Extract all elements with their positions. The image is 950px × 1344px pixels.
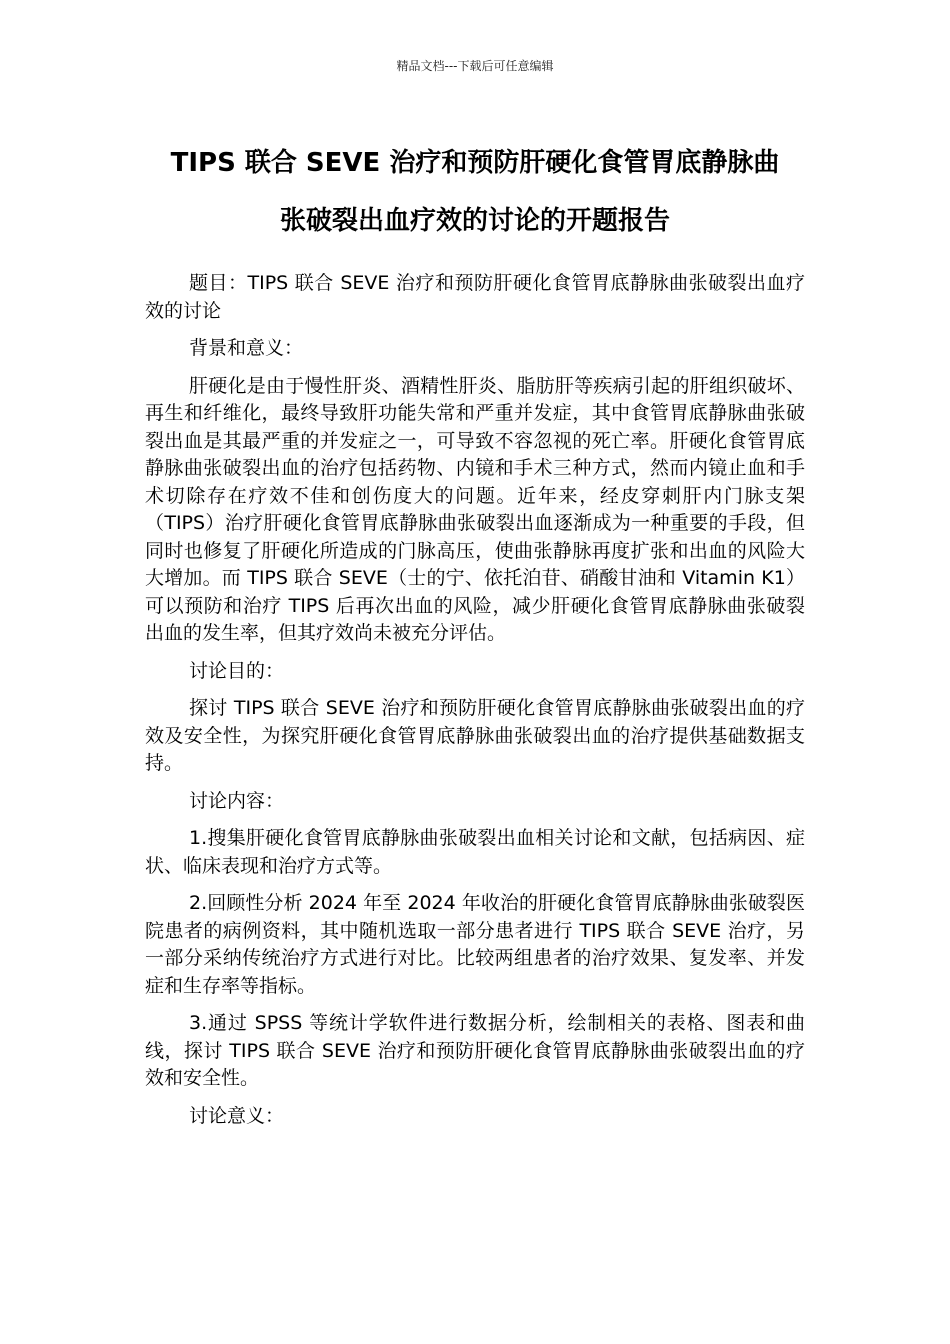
document-title: [120, 134, 830, 250]
document-body: [145, 270, 805, 1140]
background-heading: 背景和意义：: [189, 337, 304, 359]
content-item-1: 1.搜集肝硬化食管胃底静脉曲张破裂出血相关讨论和文献，包括病因、症状、临床表现和治疗方式等。: [145, 827, 805, 877]
background-paragraph: 肝硬化是由于慢性肝炎、酒精性肝炎、脂肪肝等疾病引起的肝组织破坏、再生和纤维化，最终导致肝功能失常和严重并发症，其中食管胃底静脉曲张破裂出血是其最严重的并发症之一，可导致不容忽视的死亡率。肝硬化食管胃底静脉曲张破裂出血的治疗包括药物、内镜和手术三种方式，然而内镜止血和手术切除存在疗效不佳和创伤度大的问题。近年来，经皮穿刺肝内门脉支架（TIPS）治疗肝硬化食管胃底静脉曲张破裂出血逐渐成为一种重要的手段，但同时也修复了肝硬化所造成的门脉高压，使曲张静脉再度扩张和出血的风险大大增加。而 TIPS 联合 SEVE（士的宁、依托泊苷、硝酸甘油和 Vitamin K1）可以预防和治疗 TIPS 后再次出血的风险，减少肝硬化食管胃底静脉曲张破裂出血的发生率，但其疗效尚未被充分评估。: [145, 374, 805, 644]
content-item-2: 2.回顾性分析 2024 年至 2024 年收治的肝硬化食管胃底静脉曲张破裂医院患者的病例资料，其中随机选取一部分患者进行 TIPS 联合 SEVE 治疗，另一部分采纳传统治疗方式进行对比。比较两组患者的治疗效果、复发率、并发症和生存率等指标。: [145, 892, 805, 997]
header-note: 精品文档---下载后可任意编辑: [396, 59, 554, 73]
purpose-heading: 讨论目的：: [189, 659, 285, 682]
topic-paragraph: 题目：TIPS 联合 SEVE 治疗和预防肝硬化食管胃底静脉曲张破裂出血疗效的讨论: [145, 272, 805, 322]
title-line-1: TIPS 联合 SEVE 治疗和预防肝硬化食管胃底静脉曲: [170, 148, 780, 178]
purpose-paragraph: 探讨 TIPS 联合 SEVE 治疗和预防肝硬化食管胃底静脉曲张破裂出血的疗效及安全性，为探究肝硬化食管胃底静脉曲张破裂出血的治疗提供基础数据支持。: [145, 697, 805, 774]
significance-heading: 讨论意义：: [189, 1104, 285, 1127]
title-line-2: 张破裂出血疗效的讨论的开题报告: [279, 206, 670, 236]
content-item-3: 3.通过 SPSS 等统计学软件进行数据分析，绘制相关的表格、图表和曲线，探讨 TIPS 联合 SEVE 治疗和预防肝硬化食管胃底静脉曲张破裂出血的疗效和安全性。: [145, 1012, 805, 1089]
content-heading: 讨论内容：: [189, 789, 285, 812]
